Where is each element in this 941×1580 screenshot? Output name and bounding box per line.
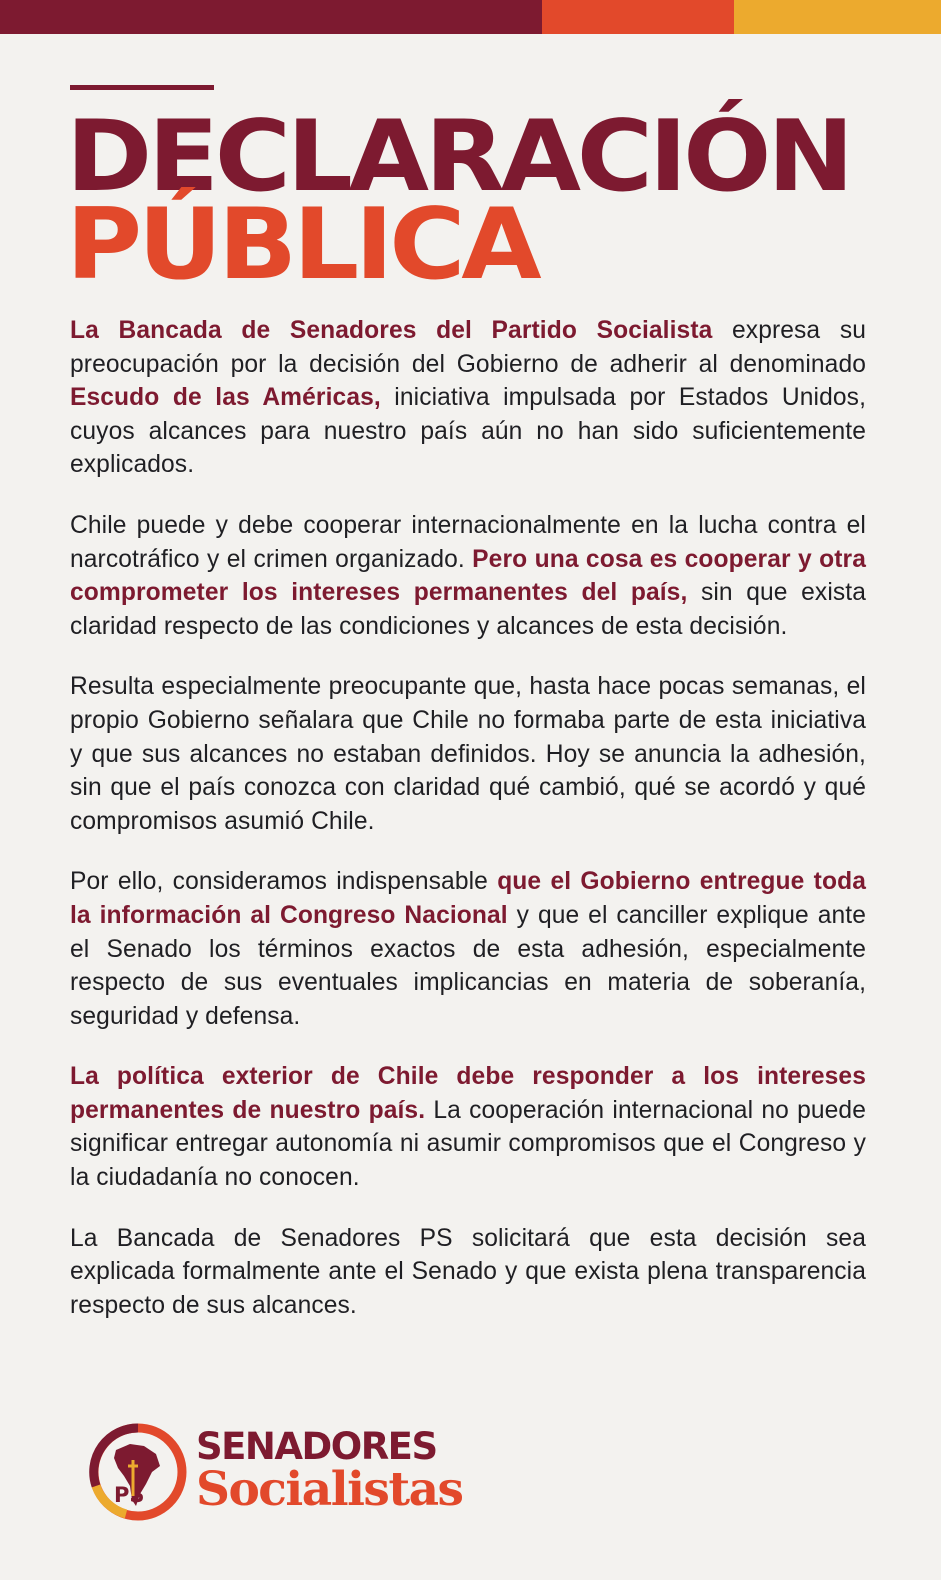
paragraph-6 [70,1222,866,1323]
title-line-2: PÚBLICA [66,188,538,302]
paragraph-4 [70,865,866,1033]
highlight: La Bancada de Senadores del Partido Socialista [70,317,713,344]
text: La Bancada de Senadores PS solicitará que esta decisión sea explicada formalmente ante el Senado y que exista plena transparencia respecto de sus alcances. [70,1224,866,1319]
text: La cooperación internacional no puede significar entregar autonomía ni asumir compromisos que el Congreso y la ciudadanía no conocen. [70,1096,866,1192]
text: Chile puede y debe cooperar internacionalmente en la lucha contra el narcotráfico y el crimen organizado. [70,511,866,573]
text: sin que exista claridad respecto de las condiciones y alcances de esta decisión. [70,579,866,640]
color-bar-maroon [0,0,542,34]
text: Por ello, consideramos indispensable [70,868,498,896]
highlight: La política exterior de Chile debe responder a los intereses permanentes de nuestro país. [70,1063,866,1124]
paragraph-1 [70,314,866,482]
highlight: Escudo de las Américas, [70,384,381,412]
ps-emblem-logo [86,1420,190,1524]
statement-body [70,314,866,1349]
text: Resulta especialmente preocupante que, hasta hace pocas semanas, el propio Gobierno señalara que Chile no formaba parte de esta iniciativa y que sus alcances no estaban definidos. Hoy se anuncia la adhesión, sin que el país conozca con claridad qué cambió, qué se acordó y qué compromisos asumió Chile. [70,673,866,835]
paragraph-3 [70,670,866,838]
emblem-letters: PS [114,1483,145,1507]
highlight: Pero una cosa es cooperar y otra comprometer los intereses permanentes del país, [70,545,866,607]
highlight: que el Gobierno entregue toda la información al Congreso Nacional [70,868,866,929]
paragraph-5 [70,1060,866,1194]
text: y que el canciller explique ante el Senado los términos exactos de esta adhesión, especialmente respecto de sus eventuales implicancias en materia de soberanía, seguridad y defensa. [70,901,866,1030]
logo-line-1: SENADORES [196,1425,437,1468]
color-bar-gold [734,0,941,34]
text: iniciativa impulsada por Estados Unidos, cuyos alcances para nuestro país aún no han sido suficientemente explicados. [70,384,866,479]
logo-line-2: Socialistas [196,1462,463,1517]
logo-wordmark [196,1425,463,1517]
text: expresa su preocupación por la decisión del Gobierno de adherir al denominado [70,317,866,378]
top-color-bar [0,0,941,34]
color-bar-orange [542,0,734,34]
title-rule [70,85,214,90]
title-line-1: DECLARACIÓN [66,100,850,214]
paragraph-2 [70,509,866,643]
